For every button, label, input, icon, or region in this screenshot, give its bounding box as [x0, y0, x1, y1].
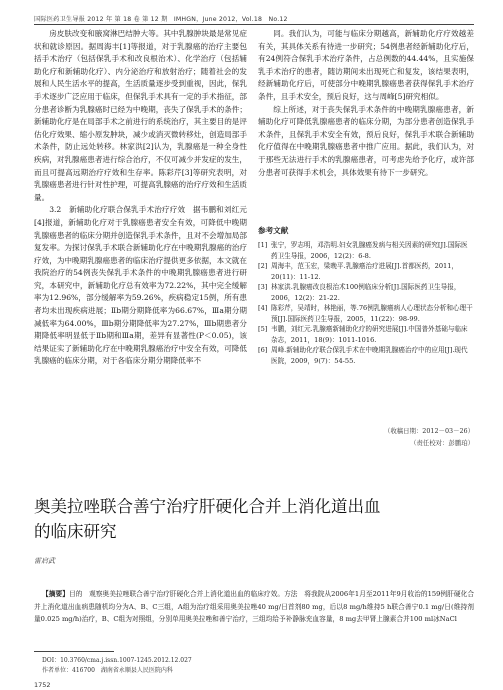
abstract: [34, 588, 474, 626]
title-line-1: 奥美拉唑联合善宁治疗肝硬化合并上消化道出血: [34, 497, 381, 516]
title-line-2: 的临床研究: [34, 522, 117, 541]
body-paragraph: 同。我们认为，可能与临床分期越高，新辅助化疗疗效越差有关，其具体关系有待进一步研究；54例患者经新辅助化疗后，有24例符合保乳手术治疗条件，占总例数的44.44%，且实施保乳手术治疗的患者，随访期间未出现死亡和复发，该结果表明，经新辅助化疗后，可使部分中晚期乳腺癌患者获得保乳手术治疗条件，且手术安全，预后良好，这与周峰[5]研究相似。: [258, 29, 474, 101]
page-number: 1752: [34, 681, 51, 689]
proofreader-note: （责任校对：彭鹏珀）: [410, 439, 474, 447]
affiliation-footnote: 作者单位：416700 湖南省永顺县人民医院内科: [42, 667, 173, 674]
references-heading: 参考文献: [258, 226, 289, 235]
body-paragraph: 房皮肤改变和腋窝淋巴结肿大等。其中乳腺肿块最是常见症状和就诊原因。据周海丰[1]等报道，对于乳腺癌的治疗主要包括手术治疗（包括保乳手术和改良根治术）、化学治疗（包括辅助化疗和新辅助化疗）、内分泌治疗和放射治疗；随着社会的发展和人民生活水平的提高，生活质量逐步受到重视，因此，保乳手术逐步广泛应用于临床，但保乳手术具有一定的手术指征，部分患者诊断为乳腺癌时已经为中晚期，丧失了保乳手术的条件；新辅助化疗是在局部手术之前进行的系统治疗，其主要目的是评估化疗效果、缩小原发肿块，减少或消灭微转移灶，创造局部手术条件，防止远处转移。林家洪[2]认为，乳腺癌是一种全身性疾病，对乳腺癌患者进行综合治疗，不仅可减少并发症的发生，而且可提高远期治疗疗效和生存率。陈彩芹[3]等研究表明，对乳腺癌患者进行针对性护理，可提高乳腺癌的治疗疗效和生活质量。: [34, 29, 247, 202]
footnote-divider: [34, 651, 114, 652]
reference-item: [1] 张宁，罗志明，邓浩明.妇女乳腺癌发病与相关因素的研究[J].国际医药卫生导报，2006，12(2)：6-8.: [258, 241, 468, 260]
conclusion-paragraph: 综上所述，对于丧失保乳手术条件的中晚期乳腺癌患者，新辅助化疗可降低乳腺癌患者的临床分期，为部分患者创造保乳手术条件，且保乳手术安全有效，预后良好，保乳手术联合新辅助化疗值得在中晚期乳腺癌患者中推广应用。据此，我们认为，对于那些无法进行手术的乳腺癌患者，可考虑先给予化疗，或许部分患者可获得手术机会，具体效果有待下一步研究。: [258, 104, 474, 177]
doi-footnote: DOI：10.3760/cma.j.issn.1007-1245.2012.12.027: [42, 657, 192, 664]
article-title: [34, 494, 474, 544]
reference-item: [6] 周峰.新辅助化疗联合保乳手术在中晚期乳腺癌治疗中的应用[J].现代医院，2009，9(7)：54-55.: [258, 346, 468, 365]
right-column: [258, 28, 474, 179]
reference-item: [5] 韦鹏，刘红元.乳腺癌新辅助化疗的研究进展[J].中国普外基础与临床杂志，2011，18(9)：1011-1016.: [258, 325, 468, 344]
left-column: [34, 28, 247, 368]
received-date: （收稿日期：2012－03－26）: [383, 427, 474, 435]
abstract-text: 目的 观察奥美拉唑联合善宁治疗肝硬化合并上消化道出血的临床疗效。方法 将我院从2006年1月至2011年9月收治的159例肝硬化合并上消化道出血病患随机均分为A、B、C三组，A组为治疗组采用奥美拉唑40 mg/日首剂80 mg，后以8 mg/h维持5 h联合善宁0.1 mg/日(维持剂量0.025 mg/h)治疗，B、C组为对照组，分别单用奥美拉唑和善宁治疗，三组均给予补静脉充血容量，8 mg去甲肾上腺素合并100 ml冰NaCl: [34, 590, 475, 623]
author-name: 雷启武: [34, 557, 55, 565]
running-header: 国际医药卫生导报 2012 年 第 18 卷 第 12 期 IMHGN，June 2012，Vol.18 No.12: [34, 16, 288, 23]
reference-item: [3] 林家洪.乳腺癌改良根治术100例临床分析[J].国际医药卫生导报，2006，12(2)：21-22.: [258, 283, 461, 302]
header-divider: [34, 24, 474, 25]
section-paragraph: 3.2 新辅助化疗联合保乳手术治疗疗效 据韦鹏和刘红元[4]报道，新辅助化疗对于乳腺癌患者安全有效，可降低中晚期乳腺癌患者的临床分期并创造保乳手术条件，且对不会增加局部复发率。为探讨保乳手术联合新辅助化疗在中晚期乳腺癌的治疗疗效，为中晚期乳腺癌患者的临床治疗提供更多依据，本文就在我院治疗的54例丧失保乳手术条件的中晚期乳腺癌患者进行研究，本研究中，新辅助化疗总有效率为72.22%，其中完全缓解率为12.96%，部分缓解率为59.26%，疾病稳定15例，所有患者均未出现疾病进展；Ⅱb期分期降低率为66.67%，Ⅲa期分期减低率为64.00%，Ⅲb期分期降低率为27.27%，Ⅲb期患者分期降低率明显低于Ⅱb期和Ⅲa期，差异有显著性(P＜0.05)，该结果证实了新辅助化疗在中晚期乳腺癌治疗中安全有效，可降低乳腺癌的临床分期，对于各临床分期分期降低率不: [34, 205, 247, 366]
reference-item: [2] 周海丰，范玉宏，梁晚平.乳腺癌治疗进展[J].首都医药，2011，20(11)：11-12.: [258, 262, 459, 281]
abstract-label: 【摘要】: [42, 590, 69, 598]
reference-item: [4] 陈彩芹，吴靖时，林艳丽，等.76例乳腺癌病人心理状态分析和心理干预[J].国际医药卫生导报，2005，11(22)：98-99.: [258, 304, 473, 323]
references-list: [258, 240, 474, 366]
